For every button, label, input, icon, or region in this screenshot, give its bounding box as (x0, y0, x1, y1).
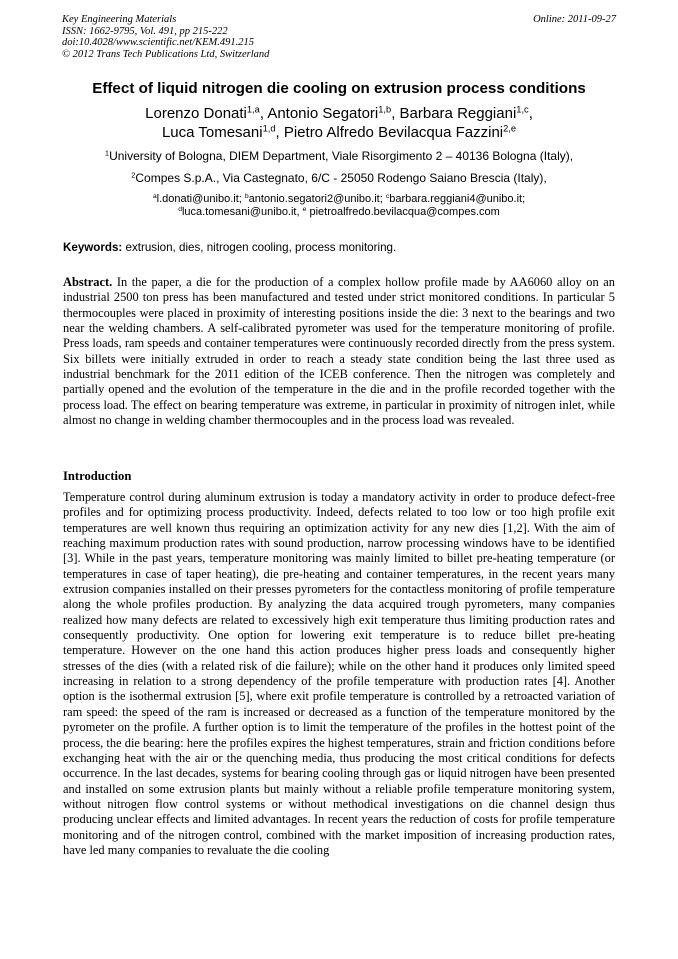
introduction-text: Temperature control during aluminum extrusion is today a mandatory activity in order to produce defect-free profiles and for optimizing process productivity. Indeed, defects related to too low or too high profile exit temperatures are well known thus requiring an optimization activity for any new dies [1,2]. With the aim of reaching maximum production rates with sound production, narrow processing windows have to be identified [3]. While in the past years, temperature monitoring was mainly limited to billet pre-heating temperature (or temperatures in case of taper heating), die pre-heating and container temperatures, in the recent years many extrusion companies installed on their presses pyrometers for the contactless monitoring of profile temperature along the whole profiles production. By analyzing the data acquired trough pyrometers, many companies realized how many defects are related to excessively high exit temperature thus limiting production rates and consequently productivity. One option for lowering exit temperature is to reduce billet pre-heating temperature. However on the one hand this action produces higher press loads and consequently higher stresses of the dies (with a related risk of die failure); while on the other hand it produces only limited speed increasing in relation to a strong dependency of the profile temperature with production rates [4]. Another option is the isothermal extrusion [5], where exit profile temperature is controlled by a retroacted variation of ram speed: the speed of the ram is increased or decreased as a function of the temperature monitored by the pyrometer on the profile. A further option is to limit the temperature of the profiles in the hottest point of the process, the die bearing: here the profiles expires the highest temperatures, strain and friction conditions before exchanging heat with the air or the quenching media, thus producing the most critical conditions for defects occurrence. In the last decades, systems for bearing cooling through gas or liquid nitrogen have been presented and installed on some extrusion plants but mainly without a reliable profile temperature monitoring system, without nitrogen flow control systems or without methodical investigations on die channel design thus producing unclear effects and limited advantages. In recent years the reduction of costs for profile temperature monitoring and of the nitrogen control, combined with the market imposition of increasing production rates, have led many companies to revaluate the die cooling (63, 490, 615, 857)
email-mark: b (244, 192, 249, 200)
email-line-2 (30, 206, 648, 219)
email-mark: a (152, 192, 157, 200)
email-link[interactable]: barbara.reggiani4@unibo.it; (389, 193, 526, 205)
email-mark: c (385, 192, 390, 200)
journal-header (62, 14, 616, 60)
author-line-2: Luca Tomesani$^{1,d}$, Pietro Alfredo Bevilacqua Fazzini$^{2,e}$ (161, 123, 517, 141)
affiliation-number: 2 (131, 170, 136, 180)
author-name: Luca Tomesani (161, 124, 263, 141)
abstract-label: Abstract. (63, 275, 113, 289)
section-heading-introduction: Introduction (63, 469, 132, 483)
author-affiliation-mark: 2,e (503, 123, 517, 134)
affiliation-text: University of Bologna, DIEM Department, Viale Risorgimento 2 – 40136 Bologna (Italy), (109, 149, 574, 163)
author-line-1: Lorenzo Donati$^{1,a}$, Antonio Segatori$^{1,b}$, Barbara Reggiani$^{1,c}$, (145, 104, 533, 122)
email-line-1 (30, 193, 648, 206)
email-link[interactable]: luca.tomesani@unibo.it, (181, 206, 300, 218)
email-link[interactable]: pietroalfredo.bevilacqua@compes.com (309, 206, 500, 218)
author-name: Lorenzo Donati (145, 105, 247, 122)
author-affiliation-mark: 1,c (516, 104, 529, 115)
keywords-text: extrusion, dies, nitrogen cooling, process monitoring. (125, 241, 397, 254)
affiliation-2 (30, 171, 648, 185)
email-list (30, 193, 648, 219)
abstract-text: In the paper, a die for the production of a complex hollow profile made by AA6060 alloy on an industrial 2500 ton press has been manufactured and tested under strict monitored conditions. In particular 5 thermocouples were placed in proximity of interesting positions inside the die: 3 next to the bearings and two near the welding chambers. A self-calibrated pyrometer was used for the temperature monitoring of profile. Press loads, ram speeds and container temperatures were continuously recorded directly from the press system. Six billets were initially extruded in order to reach a steady state condition being the last three used as industrial benchmark for the 2011 edition of the ICEB conference. Then the nitrogen was completely and partially opened and the evolution of the temperature in the die and in the profile recorded together with the process load. The effect on bearing temperature was extreme, in particular in proximity of nitrogen inlet, while almost no change in welding chamber thermocouples and in the process load was revealed. (63, 275, 615, 428)
author-affiliation-mark: 1,b (378, 104, 392, 115)
issn-line: ISSN: 1662-9795, Vol. 491, pp 215-222 (62, 25, 228, 37)
affiliation-number: 1 (104, 148, 110, 158)
doi-line: doi:10.4028/www.scientific.net/KEM.491.215 (62, 37, 254, 49)
copyright-line: © 2012 Trans Tech Publications Ltd, Switzerland (62, 48, 270, 60)
author-list (40, 104, 638, 142)
paper-title: Effect of liquid nitrogen die cooling on extrusion process conditions (92, 80, 586, 97)
email-mark: d (178, 205, 182, 213)
email-link[interactable]: l.donati@unibo.it; (156, 193, 242, 205)
author-affiliation-mark: 1,a (246, 104, 260, 115)
keywords (63, 241, 615, 254)
author-affiliation-mark: 1,d (262, 123, 276, 134)
author-name: Antonio Segatori (267, 105, 379, 122)
online-date: Online: 2011-09-27 (533, 14, 616, 25)
affiliation-text: Compes S.p.A., Via Castegnato, 6/C - 25050 Rodengo Saiano Brescia (Italy), (135, 171, 547, 185)
affiliation-1 (30, 149, 648, 163)
email-link[interactable]: antonio.segatori2@unibo.it; (248, 193, 383, 205)
abstract (63, 275, 615, 428)
journal-name: Key Engineering Materials (62, 14, 177, 25)
keywords-label: Keywords: (63, 241, 123, 254)
author-name: Barbara Reggiani (399, 105, 517, 122)
author-name: Pietro Alfredo Bevilacqua Fazzini (283, 124, 504, 141)
email-mark: e (302, 205, 307, 213)
